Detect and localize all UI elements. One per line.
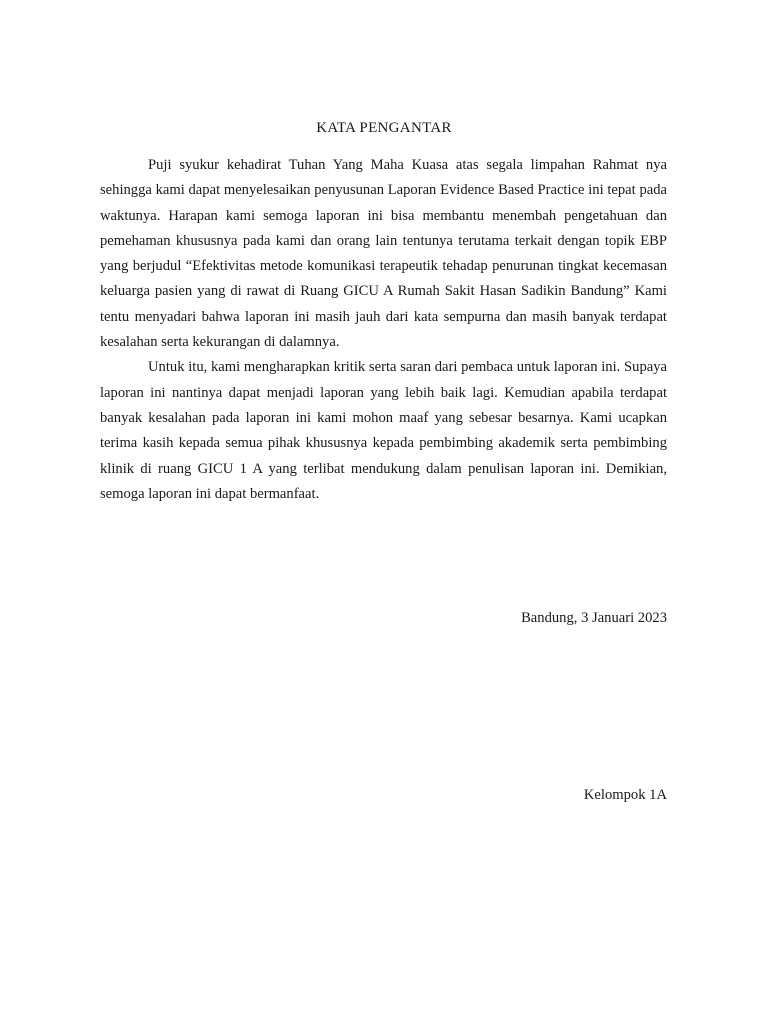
document-title: KATA PENGANTAR	[316, 120, 452, 136]
signature-group: Kelompok 1A	[583, 787, 667, 803]
paragraph-1: Puji syukur kehadirat Tuhan Yang Maha Kuasa atas segala limpahan Rahmat nya sehingga kami dapat menyelesaikan penyusunan Laporan Evidence Based Practice ini tepat pada waktunya. Harapan kami semoga laporan ini bisa membantu menembah pengetahuan dan pemehaman khususnya pada kami dan orang lain tentunya terutama terkait dengan topik EBP yang berjudul “Efektivitas metode komunikasi terapeutik tehadap penurunan tingkat kecemasan keluarga pasien yang di rawat di Ruang GICU A Rumah Sakit Hasan Sadikin Bandung” Kami tentu menyadari bahwa laporan ini masih jauh dari kata sempurna dan masih banyak terdapat kesalahan serta kekurangan di dalamnya.	[100, 157, 667, 351]
paragraph-2: Untuk itu, kami mengharapkan kritik serta saran dari pembaca untuk laporan ini. Supaya laporan ini nantinya dapat menjadi laporan yang lebih baik lagi. Kemudian apabila terdapat banyak kesalahan pada laporan ini kami mohon maaf yang sebesar besarnya. Kami ucapkan terima kasih kepada semua pihak khususnya kepada pembimbing akademik serta pembimbing klinik di ruang GICU 1 A yang terlibat mendukung dalam penulisan laporan ini. Demikian, semoga laporan ini dapat bermanfaat.	[100, 359, 667, 502]
place-date: Bandung, 3 Januari 2023	[521, 610, 667, 626]
document-body	[100, 153, 667, 507]
